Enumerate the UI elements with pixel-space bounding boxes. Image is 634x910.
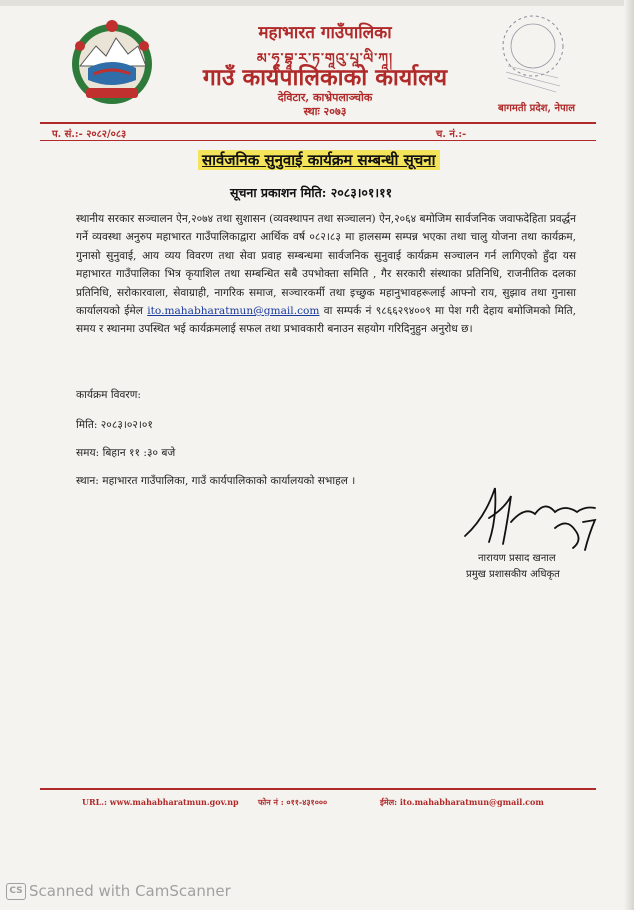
notice-body-part2: वा सम्पर्क नं ९८६६२९४००९ मा पेश गरी देहाय बमोजिमको मिति, समय र स्थानमा उपस्थित भई कार्यक्रमलाई सफल तथा प्रभावकारी बनाउन सहयोग गरिदिनुहुन अनुरोध छ। xyxy=(76,305,576,336)
letter-number: प. सं.:- २०८२/०८३ xyxy=(52,129,127,140)
header-rule xyxy=(40,122,596,124)
camscanner-watermark xyxy=(6,882,231,900)
notice-subject: सार्वजनिक सुनुवाई कार्यक्रम सम्बन्धी सूचना xyxy=(198,150,440,170)
signatory-name: नारायण प्रसाद खनाल xyxy=(478,553,556,564)
municipality-name: महाभारत गाउँपालिका xyxy=(258,23,392,43)
office-name: गाउँ कार्यपालिकाको कार्यालय xyxy=(202,64,448,91)
nepal-emblem-icon xyxy=(66,16,158,108)
dispatch-number: च. नं.:- xyxy=(436,129,467,140)
program-heading: कार्यक्रम विवरण: xyxy=(76,389,141,401)
program-time: समय: बिहान ११ :३० बजे xyxy=(76,447,176,459)
scan-edge-right xyxy=(624,0,634,910)
reference-rule xyxy=(40,140,596,141)
signature-icon xyxy=(455,478,605,558)
contact-email-link[interactable]: ito.mahabharatmun@gmail.com xyxy=(147,305,320,318)
notice-body xyxy=(76,210,576,339)
footer-email[interactable]: ईमेल: ito.mahabharatmun@gmail.com xyxy=(380,797,544,807)
publish-date: सूचना प्रकाशन मिति: २०८३।०१।११ xyxy=(230,185,393,200)
footer-phone: फोन नं : ०११-४३१००० xyxy=(258,797,328,807)
footer-rule xyxy=(40,788,596,790)
municipality-name-tibetan: མ་ཧཱ་བྷཱ་ར་ཏ་གཱའུ་པཱ་ལི་ཀཱ། xyxy=(256,51,394,67)
camscanner-logo-icon: CS xyxy=(6,883,26,900)
watermark-text: Scanned with CamScanner xyxy=(29,882,231,900)
signatory-title: प्रमुख प्रशासकीय अधिकृत xyxy=(466,569,560,580)
office-address: देविटार, काभ्रेपलाञ्चोक xyxy=(277,91,373,104)
province-label: बागमती प्रदेश, नेपाल xyxy=(498,103,576,114)
office-seal-icon xyxy=(478,6,588,106)
program-place: स्थान: महाभारत गाउँपालिका, गाउँ कार्यपालिकाको कार्यालयको सभाहल । xyxy=(76,475,356,487)
program-date: मिति: २०८३।०२।०१ xyxy=(76,419,153,431)
established-year: स्थाः २०७३ xyxy=(303,105,347,118)
notice-body-part1: स्थानीय सरकार सञ्चालन ऐन,२०७४ तथा सुशासन (व्यवस्थापन तथा सञ्चालन) ऐन,२०६४ बमोजिम सार्वजनिक जवाफदेहिता प्रवर्द्धन गर्ने व्यवस्था अनुरुप महाभारत गाउँपालिकाद्वारा आर्थिक वर्ष ०८२।८३ मा हालसम्म सम्पन्न भएका तथा चालु योजना तथा कार्यक्रम, गुनासो सुनुवाई, आय व्यय विवरण तथा सेवा प्रवाह सम्बन्धमा सार्वजनिक सुनुवाई कार्यक्रम सञ्चालन गर्न लागिएको हुँदा यस महाभारत गाउँपालिका भित्र कृयाशिल तथा सम्बन्धित सबै उपभोक्ता समिति , गैर सरकारी संस्थाका प्रतिनिधि, राजनीतिक दलका प्रतिनिधि, सरोकारवाला, सेवाग्राही, नागरिक समाज, सञ्चारकर्मी तथा इच्छुक महानुभावहरूलाई आफ्नो राय, सुझाव तथा गुनासा कार्यालयको ईमेल xyxy=(76,213,576,318)
footer-url[interactable]: URL.: www.mahabharatmun.gov.np xyxy=(82,797,239,807)
